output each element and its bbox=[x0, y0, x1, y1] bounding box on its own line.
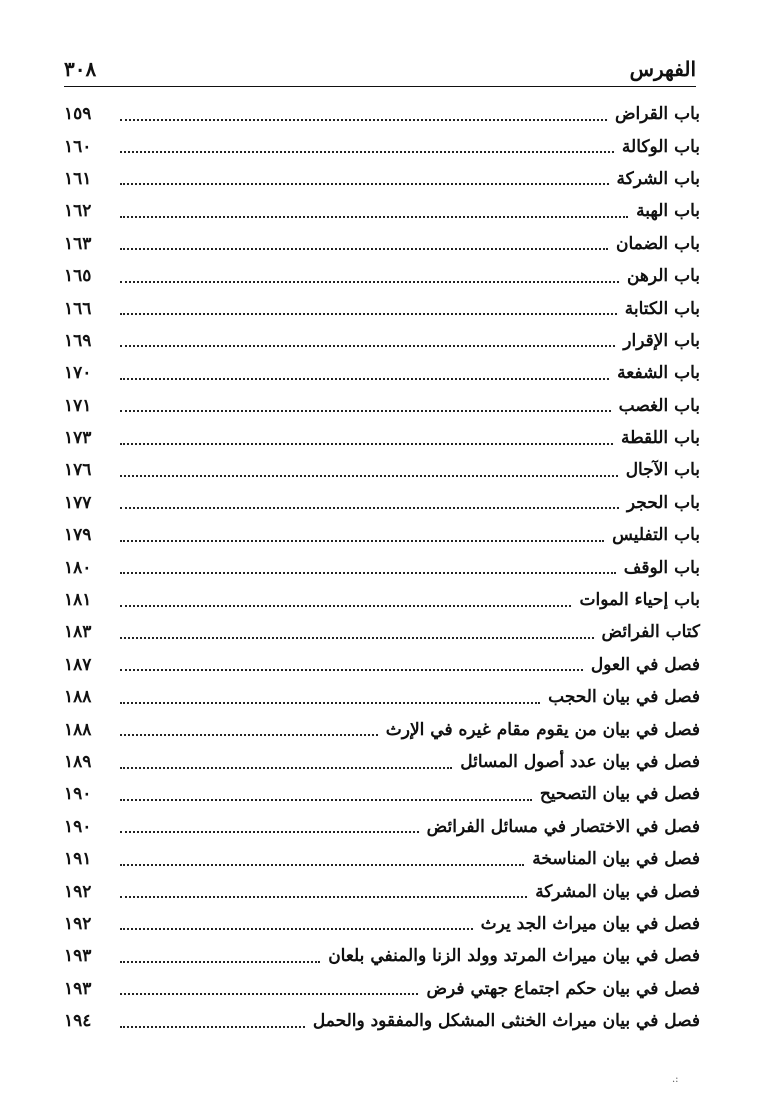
table-of-contents bbox=[64, 98, 700, 1037]
toc-entry-page: ١٦٢ bbox=[64, 201, 92, 222]
dot-leader bbox=[120, 150, 614, 153]
dot-leader bbox=[120, 895, 527, 898]
toc-entry-page: ١٨٨ bbox=[64, 687, 92, 708]
toc-entry bbox=[64, 260, 700, 292]
toc-entry-page: ١٩١ bbox=[64, 849, 92, 870]
toc-entry-title: فصل في بيان حكم اجتماع جهتي فرض bbox=[426, 978, 700, 999]
toc-entry bbox=[64, 649, 700, 681]
toc-entry bbox=[64, 908, 700, 940]
dot-leader bbox=[120, 215, 628, 218]
toc-entry bbox=[64, 681, 700, 713]
dot-leader bbox=[120, 247, 608, 250]
toc-entry-title: باب الحجر bbox=[626, 492, 700, 513]
toc-entry-title: فصل في بيان عدد أصول المسائل bbox=[460, 752, 700, 772]
dot-leader bbox=[120, 863, 524, 866]
toc-entry-page: ١٦٣ bbox=[64, 233, 92, 254]
toc-entry-title: فصل في بيان التصحيح bbox=[539, 784, 700, 805]
toc-entry bbox=[64, 487, 700, 519]
toc-entry-title: باب الوكالة bbox=[621, 136, 700, 157]
dot-leader bbox=[120, 571, 616, 574]
toc-entry-title: باب اللقطة bbox=[620, 428, 700, 449]
toc-entry bbox=[64, 163, 700, 195]
dot-leader bbox=[120, 668, 583, 671]
dot-leader bbox=[120, 409, 611, 412]
dot-leader bbox=[120, 539, 604, 542]
toc-entry-page: ١٧١ bbox=[64, 395, 92, 416]
toc-entry-page: ١٧٠ bbox=[64, 363, 92, 384]
toc-entry bbox=[64, 228, 700, 260]
toc-entry-page: ١٩٢ bbox=[64, 881, 92, 902]
toc-entry bbox=[64, 940, 700, 972]
toc-entry bbox=[64, 325, 700, 357]
toc-entry bbox=[64, 778, 700, 810]
toc-entry-title: باب الوقف bbox=[623, 557, 700, 578]
toc-entry-page: ١٨٩ bbox=[64, 752, 92, 772]
dot-leader bbox=[120, 636, 594, 639]
toc-entry bbox=[64, 292, 700, 324]
toc-entry bbox=[64, 973, 700, 1005]
dot-leader bbox=[120, 182, 609, 185]
dot-leader bbox=[120, 992, 418, 995]
dot-leader bbox=[120, 960, 320, 963]
toc-entry-page: ١٦١ bbox=[64, 168, 92, 189]
toc-entry-page: ١٧٩ bbox=[64, 525, 92, 546]
toc-entry-page: ١٨٠ bbox=[64, 557, 92, 578]
dot-leader bbox=[120, 927, 473, 930]
toc-entry-title: باب الهبة bbox=[636, 201, 700, 222]
toc-entry bbox=[64, 811, 700, 843]
toc-entry-title: باب القراض bbox=[615, 104, 700, 125]
toc-entry-title: باب الرهن bbox=[626, 266, 700, 287]
toc-entry-title: فصل في العول bbox=[590, 654, 700, 675]
toc-entry-page: ١٩٠ bbox=[64, 784, 92, 805]
toc-entry-page: ١٧٣ bbox=[64, 428, 92, 449]
toc-entry-page: ١٩٣ bbox=[64, 946, 92, 967]
toc-entry bbox=[64, 1005, 700, 1037]
toc-entry-page: ١٧٧ bbox=[64, 492, 92, 513]
toc-entry-title: فصل في بيان ميراث الجد يرث bbox=[480, 913, 700, 934]
dot-leader bbox=[120, 442, 613, 445]
toc-entry-title: باب الشفعة bbox=[617, 363, 700, 384]
toc-entry-page: ١٦٩ bbox=[64, 330, 92, 351]
toc-entry-page: ١٩٤ bbox=[64, 1011, 92, 1032]
toc-entry-title: فصل في بيان المناسخة bbox=[532, 849, 700, 870]
dot-leader bbox=[120, 1025, 305, 1028]
running-title: الفهرس bbox=[629, 57, 696, 81]
toc-entry-title: باب التفليس bbox=[612, 525, 700, 546]
toc-entry bbox=[64, 746, 700, 778]
toc-entry-page: ١٨٨ bbox=[64, 719, 92, 740]
toc-entry bbox=[64, 843, 700, 875]
dot-leader bbox=[120, 506, 619, 509]
dot-leader bbox=[120, 604, 571, 607]
toc-entry-page: ١٦٦ bbox=[64, 298, 92, 319]
toc-entry-title: كتاب الفرائض bbox=[601, 622, 700, 643]
toc-entry-title: باب الكتابة bbox=[624, 298, 700, 319]
dot-leader bbox=[120, 312, 617, 315]
toc-entry-page: ١٩٣ bbox=[64, 978, 92, 999]
toc-entry-title: فصل في بيان المشركة bbox=[535, 881, 700, 902]
toc-entry bbox=[64, 195, 700, 227]
dot-leader bbox=[120, 474, 618, 477]
toc-entry-page: ١٨٣ bbox=[64, 622, 92, 643]
toc-entry bbox=[64, 130, 700, 162]
toc-entry-page: ١٨٧ bbox=[64, 654, 92, 675]
dot-leader bbox=[120, 830, 419, 833]
toc-entry-title: باب إحياء الموات bbox=[579, 590, 700, 611]
toc-entry-title: باب الضمان bbox=[616, 233, 700, 254]
toc-entry-title: باب الآجال bbox=[625, 460, 700, 481]
toc-entry-title: باب الغصب bbox=[618, 395, 700, 416]
dot-leader bbox=[120, 377, 609, 380]
toc-entry bbox=[64, 519, 700, 551]
toc-entry bbox=[64, 357, 700, 389]
toc-entry-page: ١٨١ bbox=[64, 590, 92, 611]
page-number: ٣٠٨ bbox=[64, 57, 97, 81]
dot-leader bbox=[120, 280, 619, 283]
toc-entry-page: ١٧٦ bbox=[64, 460, 92, 481]
toc-entry bbox=[64, 390, 700, 422]
toc-entry-page: ١٩٠ bbox=[64, 816, 92, 837]
toc-entry-page: ١٦٥ bbox=[64, 266, 92, 287]
dot-leader bbox=[120, 766, 452, 769]
dot-leader bbox=[120, 733, 378, 736]
dot-leader bbox=[120, 118, 607, 121]
toc-entry bbox=[64, 551, 700, 583]
toc-entry-title: فصل في الاختصار في مسائل الفرائض bbox=[426, 816, 700, 837]
toc-entry-title: فصل في بيان ميراث الخنثى المشكل والمفقود والحمل bbox=[312, 1011, 700, 1032]
page-header bbox=[64, 52, 696, 87]
toc-entry bbox=[64, 713, 700, 745]
scan-mark: .: bbox=[672, 1074, 679, 1085]
toc-entry-title: فصل في بيان من يقوم مقام غيره في الإرث bbox=[385, 719, 700, 740]
dot-leader bbox=[120, 701, 540, 704]
toc-entry bbox=[64, 422, 700, 454]
toc-entry-title: باب الشركة bbox=[616, 168, 700, 189]
toc-entry bbox=[64, 98, 700, 130]
toc-entry-title: فصل في بيان الحجب bbox=[548, 687, 700, 708]
toc-entry-page: ١٦٠ bbox=[64, 136, 92, 157]
toc-entry bbox=[64, 616, 700, 648]
toc-entry-page: ١٥٩ bbox=[64, 104, 92, 125]
toc-entry bbox=[64, 454, 700, 486]
toc-entry bbox=[64, 584, 700, 616]
toc-entry-page: ١٩٢ bbox=[64, 913, 92, 934]
dot-leader bbox=[120, 798, 532, 801]
toc-entry-title: فصل في بيان ميراث المرتد وولد الزنا والمنفي بلعان bbox=[328, 946, 700, 967]
toc-entry bbox=[64, 875, 700, 907]
toc-entry-title: باب الإقرار bbox=[623, 330, 700, 351]
dot-leader bbox=[120, 344, 615, 347]
